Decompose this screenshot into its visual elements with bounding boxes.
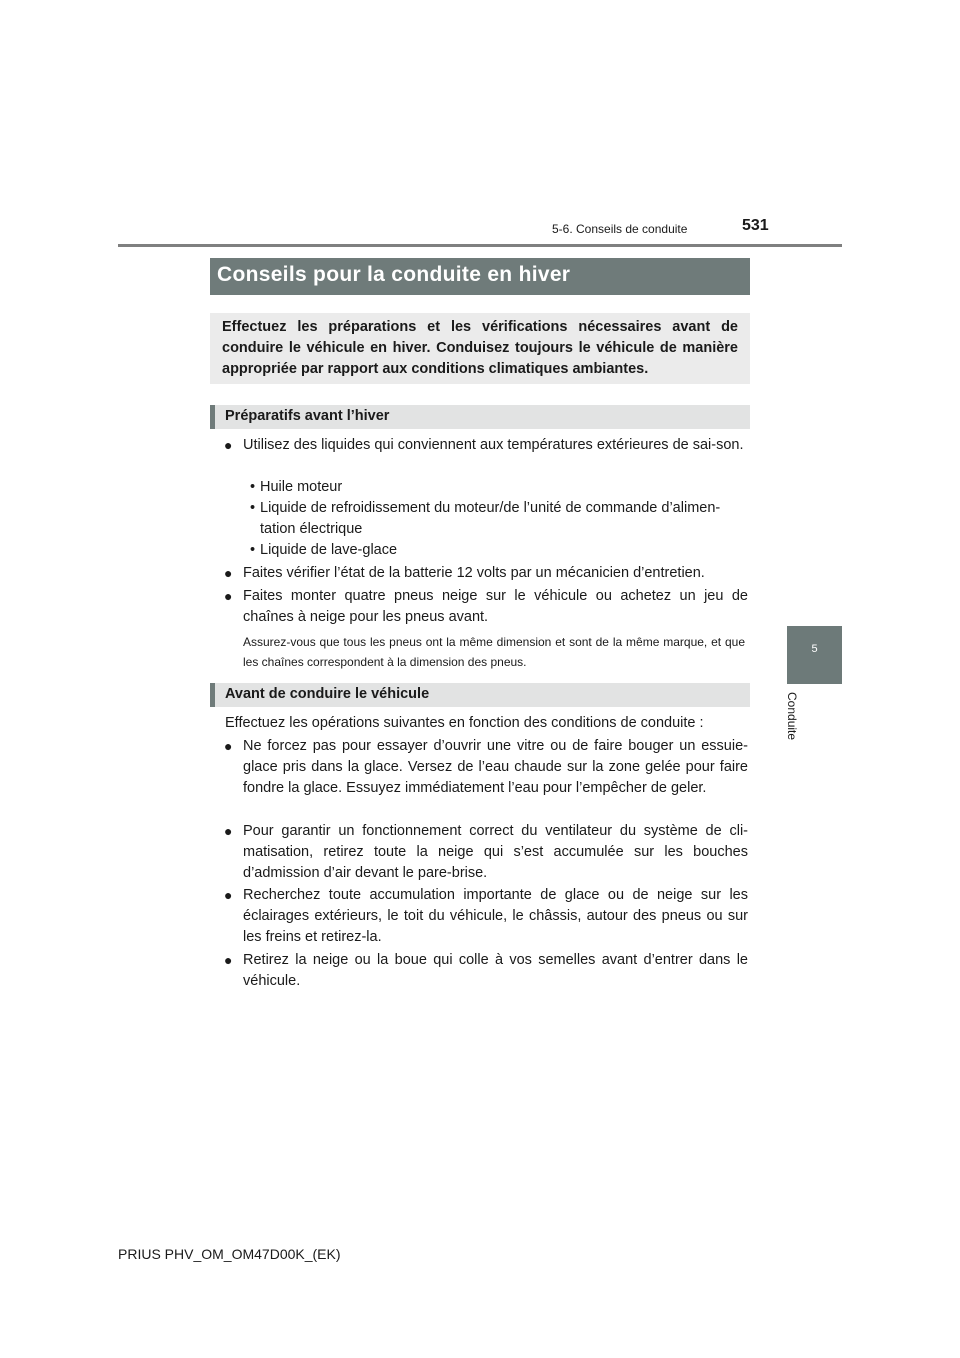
list-item xyxy=(224,950,748,992)
bullet-icon: ● xyxy=(224,823,233,839)
chapter-tab-label-text: Conduite xyxy=(785,692,799,741)
list-item xyxy=(224,736,748,799)
list-item xyxy=(224,586,748,628)
chapter-tab xyxy=(787,626,842,684)
sub-list-item xyxy=(250,540,748,561)
list-item-text: Faites vérifier l’état de la batterie 12 volts par un mécanicien d’entretien. xyxy=(243,565,705,581)
sub-bullet-icon: • xyxy=(250,542,256,558)
bullet-icon: ● xyxy=(224,565,233,581)
header-divider xyxy=(118,244,842,247)
list-item xyxy=(224,563,748,584)
sub-list-item-text: Liquide de lave-glace xyxy=(260,542,398,558)
section-heading-before-driving: Avant de conduire le véhicule xyxy=(210,683,750,707)
list-item xyxy=(224,435,748,456)
page-title: Conseils pour la conduite en hiver xyxy=(210,258,750,295)
sub-bullet-icon: • xyxy=(250,500,256,516)
bullet-icon: ● xyxy=(224,738,233,754)
intro-box: Effectuez les préparations et les vérifications nécessaires avant de conduire le véhicule en hiver. Conduisez toujours le véhicule de manière appropriée par rapport aux conditions climatiques ambiantes. xyxy=(210,313,750,384)
sub-list-item xyxy=(250,498,748,540)
page-number: 531 xyxy=(742,217,769,234)
list-item xyxy=(224,821,748,884)
bullet-icon: ● xyxy=(224,588,233,604)
chapter-tab-label xyxy=(777,692,817,752)
bullet-icon: ● xyxy=(224,952,233,968)
sub-list-item xyxy=(250,477,748,498)
section-heading-preparation: Préparatifs avant l’hiver xyxy=(210,405,750,429)
bullet-icon: ● xyxy=(224,437,233,453)
tire-note: Assurez-vous que tous les pneus ont la même dimension et sont de la même marque, et que les chaînes correspondent à la dimension des pneus. xyxy=(243,635,745,669)
list-item-text: Ne forcez pas pour essayer d’ouvrir une vitre ou de faire bouger un essuie-glace pris dans la glace. Versez de l’eau chaude sur la zone gelée pour faire fondre la glace. Essuyez immédiatement l’eau pour l’empêcher de geler. xyxy=(243,738,748,796)
list-item-text: Recherchez toute accumulation importante de glace ou de neige sur les éclairages extérieurs, le toit du véhicule, le châssis, autour des pneus ou sur les freins et retirez-la. xyxy=(243,887,748,945)
list-item-text: Utilisez des liquides qui conviennent aux températures extérieures de sai-son. xyxy=(243,437,744,453)
list-item-text: Faites monter quatre pneus neige sur le véhicule ou achetez un jeu de chaînes à neige pour les pneus avant. xyxy=(243,588,748,625)
bullet-icon: ● xyxy=(224,887,233,903)
list-item xyxy=(224,885,748,948)
section-intro: Effectuez les opérations suivantes en fonction des conditions de conduite : xyxy=(225,715,704,731)
list-item-text: Pour garantir un fonctionnement correct du ventilateur du système de cli-matisation, retirez toute la neige qui s’est accumulée sur les bouches d’admission d’air devant le pare-brise. xyxy=(243,823,748,881)
list-item-text: Retirez la neige ou la boue qui colle à vos semelles avant d’entrer dans le véhicule. xyxy=(243,952,748,989)
chapter-tab-number: 5 xyxy=(811,643,818,655)
sub-list-item-text: Liquide de refroidissement du moteur/de l’unité de commande d’alimen-tation électrique xyxy=(260,500,721,537)
sub-bullet-icon: • xyxy=(250,479,256,495)
header-section-title: 5-6. Conseils de conduite xyxy=(552,222,688,236)
sub-list-item-text: Huile moteur xyxy=(260,479,343,495)
document-code: PRIUS PHV_OM_OM47D00K_(EK) xyxy=(118,1246,341,1262)
